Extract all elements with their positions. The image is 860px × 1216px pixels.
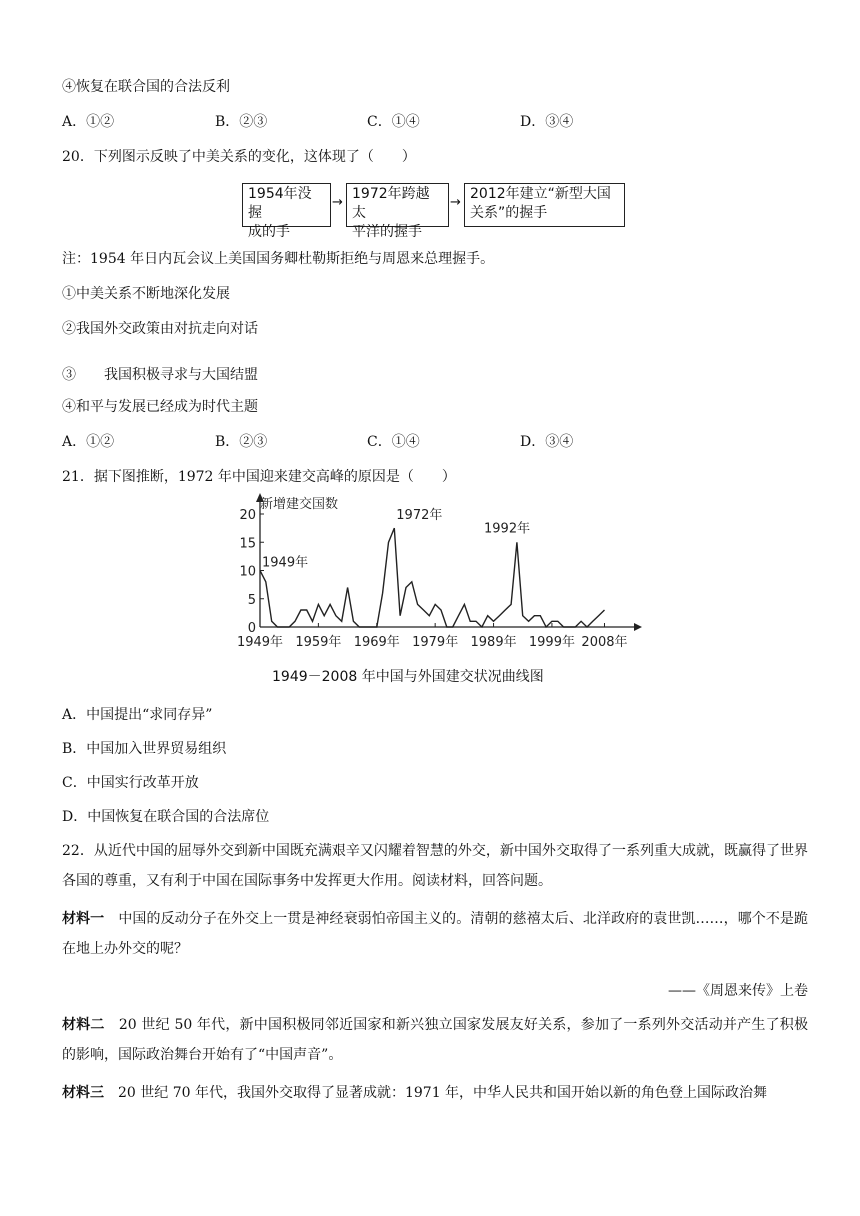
x-axis-arrow [634, 623, 642, 631]
flow-box-1954-line2: 成的手 [248, 224, 290, 240]
x-tick-label: 1999年 [528, 635, 575, 650]
material-3 [62, 1078, 808, 1108]
x-tick-label: 1989年 [470, 635, 517, 650]
q20-item-4: ④和平与发展已经成为时代主题 [62, 399, 258, 415]
y-axis-label: 新增建交国数 [260, 497, 339, 512]
y-tick-label: 0 [247, 621, 256, 636]
flow-box-1972-line1: 1972年跨越太 [352, 186, 430, 221]
material-1-source: ——《周恩来传》上卷 [668, 983, 808, 999]
q20-item-3: ③ 我国积极寻求与大国结盟 [62, 367, 258, 383]
q22-stem: 22．从近代中国的屈辱外交到新中国既充满艰辛又闪耀着智慧的外交，新中国外交取得了一系列重大成就，既赢得了世界各国的尊重，又有利于中国在国际事务中发挥更大作用。阅读材料，回答问题。 [62, 843, 808, 889]
q21-stem: 21．据下图推断，1972 年中国迎来建交高峰的原因是（ ） [62, 469, 456, 485]
q21-option-b[interactable]: B．中国加入世界贸易组织 [62, 741, 227, 757]
y-tick-label: 5 [247, 592, 256, 608]
flow-box-2012 [464, 183, 625, 227]
q21-option-c[interactable]: C．中国实行改革开放 [62, 775, 199, 791]
chart-ticks [237, 508, 628, 650]
x-tick-label: 1959年 [295, 635, 342, 650]
material-2-text: 20 世纪 50 年代，新中国积极同邻近国家和新兴独立国家发展友好关系，参加了一系列外交活动并产生了积极的影响，国际政治舞台开始有了“中国声音”。 [62, 1017, 809, 1063]
flow-arrow-icon: → [450, 195, 461, 210]
x-tick-label: 1979年 [412, 635, 459, 650]
q19-option-d[interactable]: D．③④ [520, 114, 574, 130]
q19-option-b[interactable]: B．②③ [215, 114, 268, 130]
q19-option-a[interactable]: A．①② [62, 114, 115, 130]
material-1-text: 中国的反动分子在外交上一贯是神经衰弱怕帝国主义的。清朝的慈禧太后、北洋政府的袁世凯……，哪个不是跪在地上办外交的呢？ [62, 911, 809, 957]
y-tick-label: 10 [239, 564, 256, 580]
line-chart [230, 490, 650, 660]
material-1 [62, 904, 808, 964]
chart-axes [256, 493, 642, 631]
x-tick-label: 1969年 [353, 635, 400, 650]
material-2 [62, 1010, 808, 1070]
material-1-label: 材料一 [62, 911, 105, 927]
y-tick-label: 15 [239, 536, 256, 552]
q19-option-c[interactable]: C．①④ [367, 114, 420, 130]
annotation-label: 1972年 [396, 508, 443, 524]
q21-option-d[interactable]: D．中国恢复在联合国的合法席位 [62, 809, 270, 825]
q20-option-c[interactable]: C．①④ [367, 434, 420, 450]
q20-option-a[interactable]: A．①② [62, 434, 115, 450]
flow-box-1954 [242, 183, 331, 240]
flow-arrow-icon: → [332, 195, 343, 210]
x-tick-label: 2008年 [581, 635, 628, 650]
flow-box-2012-line2: 关系”的握手 [470, 205, 548, 221]
q20-option-d[interactable]: D．③④ [520, 434, 574, 450]
flow-box-1972 [346, 183, 449, 240]
flow-box-2012-line1: 2012年建立“新型大国 [470, 186, 611, 202]
q20-stem: 20．下列图示反映了中美关系的变化，这体现了（ ） [62, 149, 416, 165]
annotation-label: 1992年 [484, 521, 531, 537]
flow-box-1972-line2: 平洋的握手 [352, 224, 422, 240]
q19-item-4: ④恢复在联合国的合法反利 [62, 79, 230, 95]
q20-option-b[interactable]: B．②③ [215, 434, 268, 450]
x-tick-label: 1949年 [236, 635, 284, 650]
q20-item-2: ②我国外交政策由对抗走向对话 [62, 321, 258, 337]
q20-note: 注：1954 年日内瓦会议上美国国务卿杜勒斯拒绝与周恩来总理握手。 [62, 251, 495, 267]
flow-box-1954-line1: 1954年没握 [248, 186, 312, 221]
y-tick-label: 20 [239, 508, 256, 523]
material-2-label: 材料二 [62, 1017, 105, 1033]
q20-item-1: ①中美关系不断地深化发展 [62, 286, 230, 302]
material-3-label: 材料三 [62, 1085, 104, 1101]
series-line [260, 528, 605, 627]
q21-option-a[interactable]: A．中国提出“求同存异” [62, 707, 213, 723]
chart-caption: 1949－2008 年中国与外国建交状况曲线图 [272, 669, 544, 685]
annotation-label: 1949年 [262, 555, 309, 571]
material-3-text: 20 世纪 70 年代，我国外交取得了显著成就：1971 年，中华人民共和国开始以新的角色登上国际政治舞 [104, 1085, 768, 1101]
